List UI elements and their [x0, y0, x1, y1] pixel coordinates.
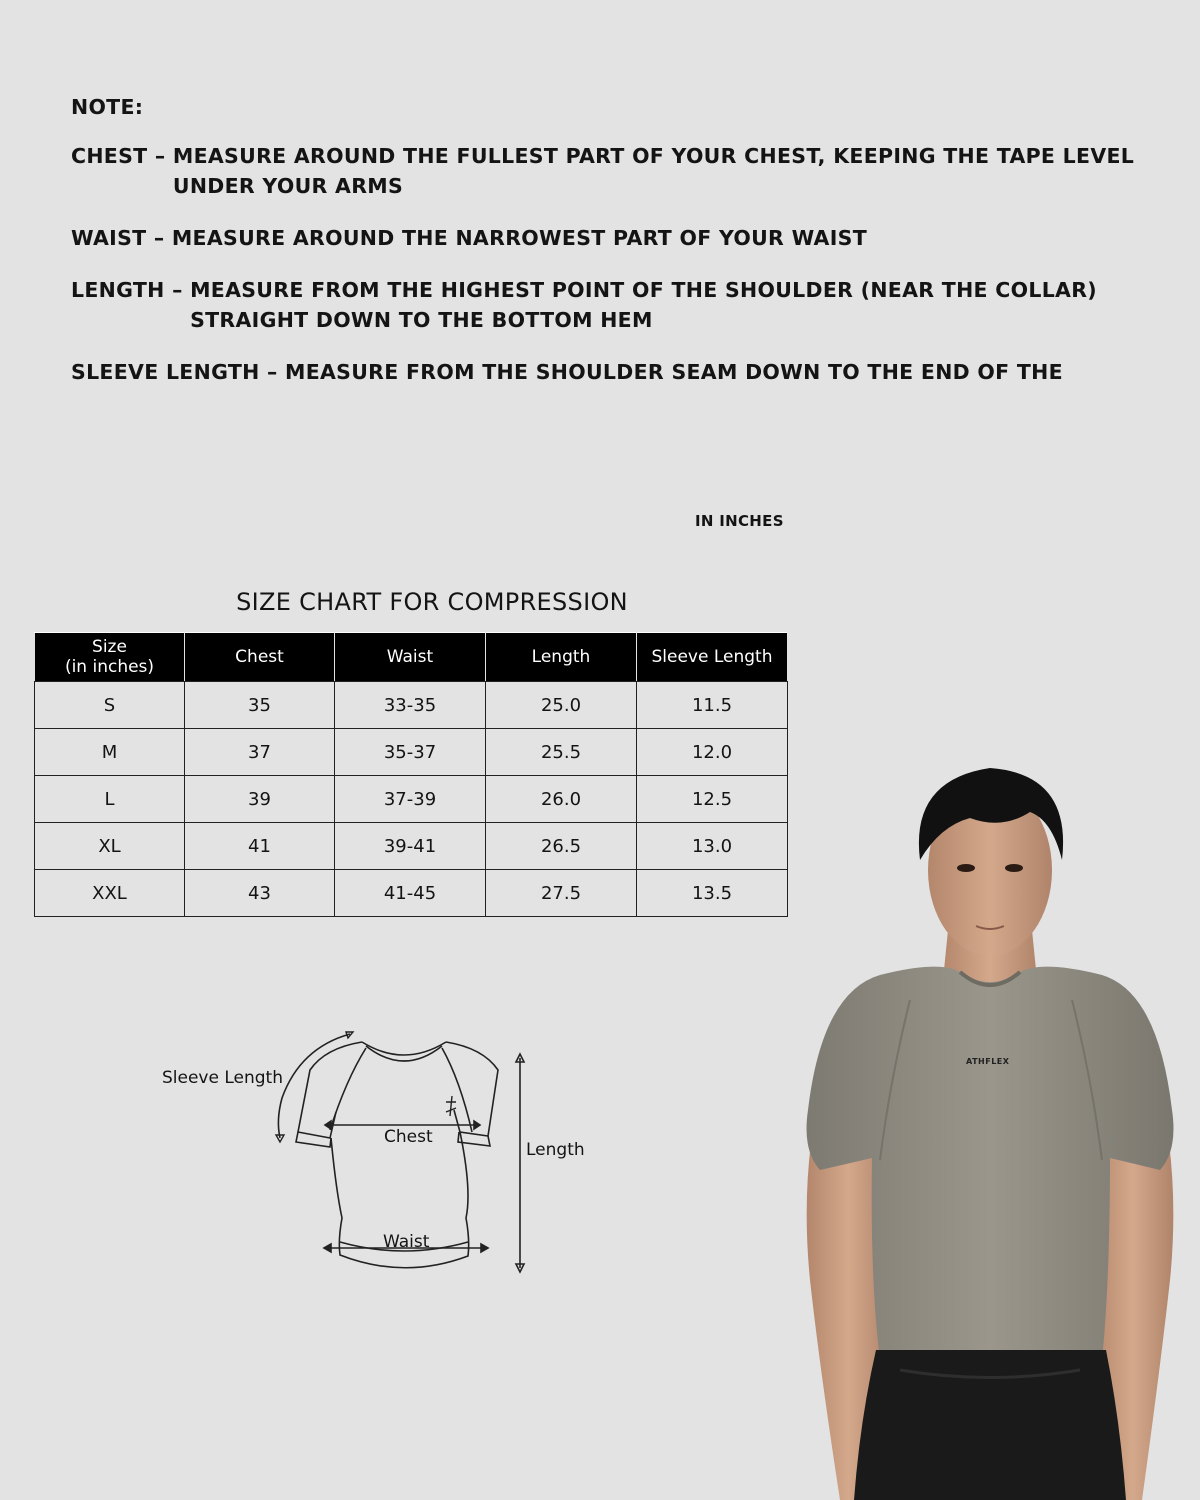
note-term: CHEST –: [71, 144, 173, 168]
header-waist: Waist: [335, 633, 486, 682]
cell-length: 25.0: [486, 682, 637, 729]
cell-size: L: [35, 776, 185, 823]
table-row: [35, 776, 788, 823]
cell-sleeve-length: 13.5: [637, 870, 788, 917]
size-table-header-row: [35, 633, 788, 682]
note-item-chest: [71, 141, 1181, 201]
cell-chest: 37: [185, 729, 335, 776]
cell-size: XL: [35, 823, 185, 870]
cell-waist: 39-41: [335, 823, 486, 870]
note-item-sleeve-length: [71, 357, 1181, 387]
units-label: IN INCHES: [695, 512, 784, 530]
cell-length: 26.5: [486, 823, 637, 870]
cell-chest: 35: [185, 682, 335, 729]
header-sleeve-length: Sleeve Length: [637, 633, 788, 682]
cell-waist: 41-45: [335, 870, 486, 917]
cell-size: M: [35, 729, 185, 776]
note-desc: MEASURE AROUND THE NARROWEST PART OF YOUR WAIST: [171, 226, 868, 250]
table-row: [35, 682, 788, 729]
cell-chest: 39: [185, 776, 335, 823]
shirt-brand-text: ATHFLEX: [966, 1057, 1010, 1066]
table-row: [35, 729, 788, 776]
table-row: [35, 823, 788, 870]
note-item-waist: [71, 223, 1181, 253]
diagram-label-sleeve-length: Sleeve Length: [162, 1068, 283, 1088]
note-title: NOTE:: [71, 95, 144, 119]
cell-waist: 35-37: [335, 729, 486, 776]
size-chart-table: [34, 632, 788, 917]
table-row: [35, 870, 788, 917]
cell-length: 27.5: [486, 870, 637, 917]
cell-chest: 43: [185, 870, 335, 917]
diagram-label-waist: Waist: [383, 1232, 430, 1252]
header-size: Size (in inches): [35, 633, 185, 682]
cell-sleeve-length: 13.0: [637, 823, 788, 870]
cell-sleeve-length: 11.5: [637, 682, 788, 729]
cell-waist: 33-35: [335, 682, 486, 729]
cell-size: XXL: [35, 870, 185, 917]
cell-sleeve-length: 12.0: [637, 729, 788, 776]
cell-length: 26.0: [486, 776, 637, 823]
note-desc: MEASURE FROM THE SHOULDER SEAM DOWN TO THE END OF THE: [285, 360, 1063, 384]
model-figure: [780, 760, 1200, 1500]
diagram-label-length: Length: [526, 1140, 585, 1160]
note-term: LENGTH –: [71, 278, 191, 302]
note-term: WAIST –: [71, 226, 172, 250]
cell-chest: 41: [185, 823, 335, 870]
cell-length: 25.5: [486, 729, 637, 776]
diagram-label-chest: Chest: [384, 1127, 433, 1147]
cell-sleeve-length: 12.5: [637, 776, 788, 823]
measurement-notes: [71, 92, 1181, 409]
size-chart-title: SIZE CHART FOR COMPRESSION: [236, 588, 628, 616]
note-desc: MEASURE FROM THE HIGHEST POINT OF THE SHOULDER (NEAR THE COLLAR) STRAIGHT DOWN TO THE BOTTOM HEM: [190, 278, 1097, 332]
measurement-diagram: [150, 1020, 610, 1290]
cell-size: S: [35, 682, 185, 729]
header-length: Length: [486, 633, 637, 682]
model-photo: [780, 760, 1200, 1500]
cell-waist: 37-39: [335, 776, 486, 823]
header-chest: Chest: [185, 633, 335, 682]
note-term: SLEEVE LENGTH –: [71, 360, 285, 384]
note-desc: MEASURE AROUND THE FULLEST PART OF YOUR CHEST, KEEPING THE TAPE LEVEL UNDER YOUR ARMS: [172, 144, 1135, 198]
note-item-length: [71, 275, 1181, 335]
